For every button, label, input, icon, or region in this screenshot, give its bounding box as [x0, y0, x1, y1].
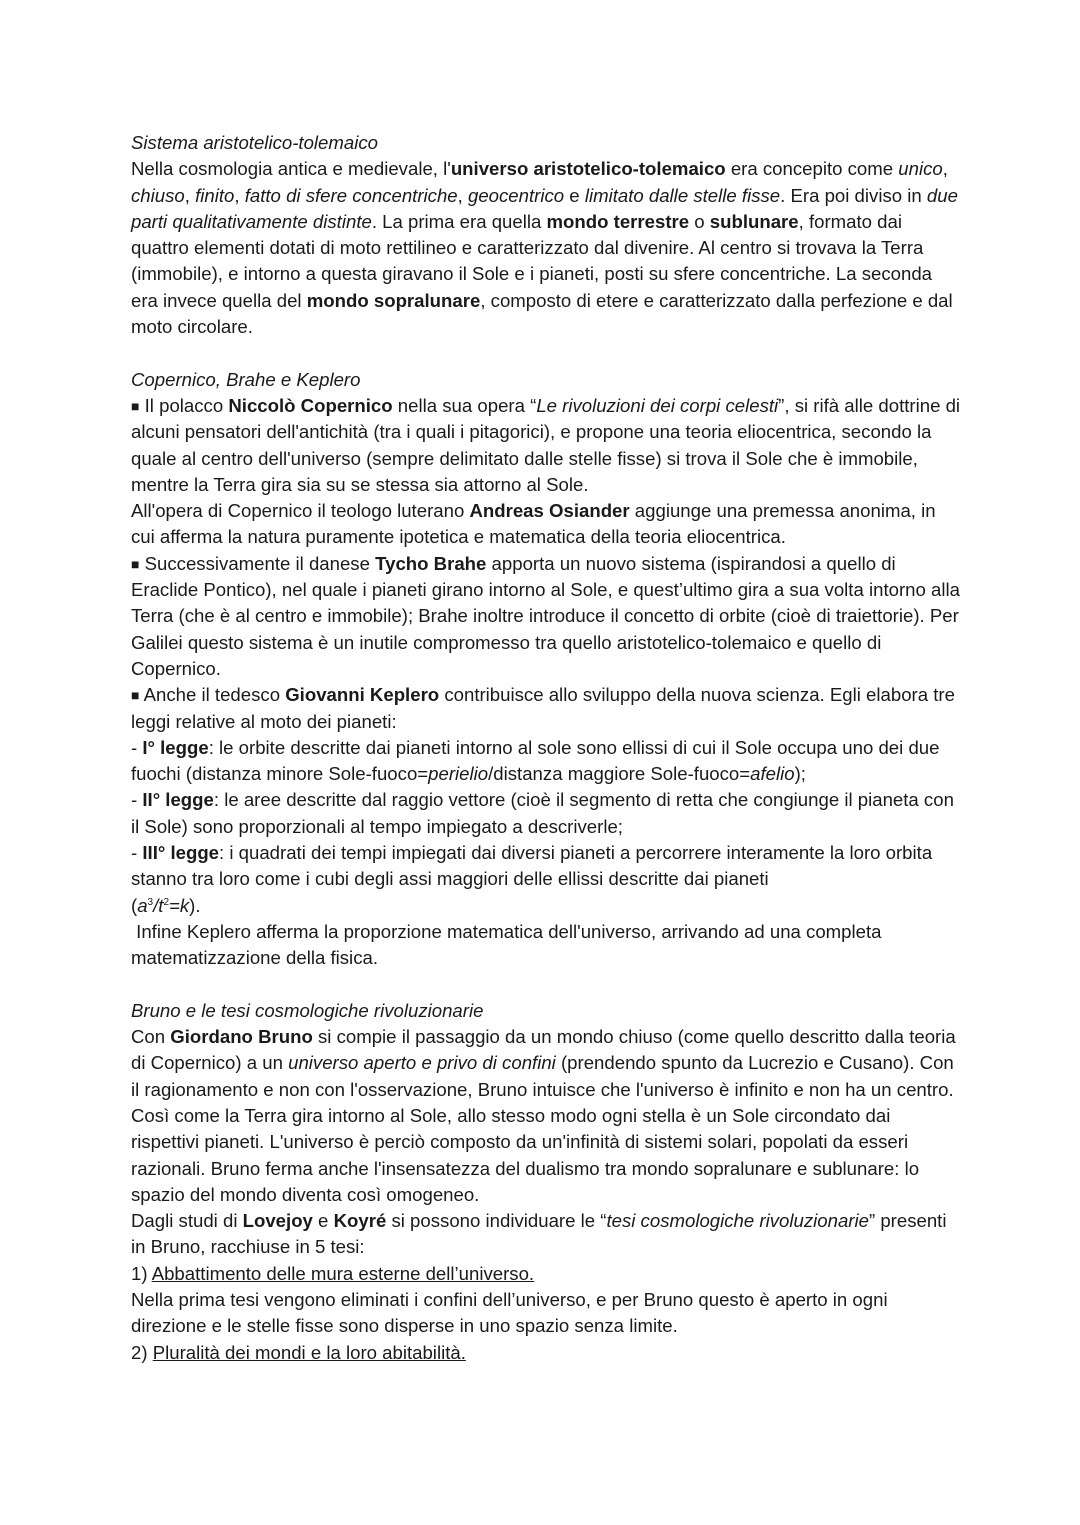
- bold-term: Tycho Brahe: [375, 552, 487, 574]
- paragraph-brahe: [131, 551, 961, 682]
- paragraph-aristotelian: [131, 156, 961, 340]
- square-bullet-icon: ■: [131, 687, 140, 704]
- kepler-law-3: [131, 840, 961, 893]
- text: . Era poi diviso in: [780, 184, 927, 206]
- section-copernico-brahe-keplero: [131, 367, 961, 972]
- text: Il polacco: [139, 394, 229, 416]
- thesis-1-title: [131, 1261, 961, 1287]
- text: e: [564, 184, 585, 206]
- text: , composto di etere e caratterizzato dalla perfezione e dal moto circolare.: [131, 289, 953, 338]
- text: si compie il passaggio da un mondo chiuso (come quello descritto dalla teoria di Copernico) a un: [131, 1026, 956, 1074]
- paragraph-keplero: [131, 682, 961, 735]
- square-bullet-icon: ■: [131, 555, 140, 572]
- text: Con: [131, 1026, 171, 1048]
- dash: -: [131, 736, 143, 758]
- kepler-law-1: [131, 735, 961, 788]
- text: (: [131, 894, 138, 916]
- text: Nella cosmologia antica e medievale, l': [131, 158, 451, 180]
- text: : le orbite descritte dai pianeti intorno al sole sono ellissi di cui il Sole occupa uno dei due fuochi (distanza minore Sole-fuoco=: [131, 736, 940, 785]
- italic-term: tesi cosmologiche rivoluzionarie: [606, 1210, 869, 1232]
- bold-term: Andreas Osiander: [469, 500, 630, 522]
- law-name: III° legge: [142, 842, 220, 864]
- text: e: [312, 1210, 334, 1232]
- paragraph-osiander: [131, 498, 961, 551]
- text: /distanza maggiore Sole-fuoco=: [488, 763, 751, 785]
- thesis-title: Abbattimento delle mura esterne dell’universo.: [151, 1262, 535, 1284]
- italic-term: geocentrico: [467, 184, 565, 206]
- text: si possono individuare le “: [386, 1210, 607, 1232]
- text: , formato dai quattro elementi dotati di moto rettilineo e caratterizzato dal divenire. Al centro si trovava la Terra (immobile), e intorno a questa giravano il Sole e i pianeti, posti su sfere concentriche. La seconda era invece quella del: [131, 210, 933, 311]
- bold-term: mondo sopralunare: [306, 289, 481, 311]
- text: Dagli studi di: [131, 1210, 243, 1232]
- bold-term: Giordano Bruno: [170, 1026, 313, 1048]
- formula-op: /: [153, 894, 159, 916]
- italic-term: limitato dalle stelle fisse: [584, 184, 781, 206]
- paragraph-bruno: [131, 1024, 961, 1208]
- section-bruno: [131, 998, 961, 1366]
- section-aristotelian-system: [131, 130, 961, 340]
- bold-term: Koyré: [333, 1210, 387, 1232]
- italic-term: chiuso: [131, 184, 185, 206]
- paragraph-keplero-conclusion: Infine Keplero afferma la proporzione matematica dell'universo, arrivando ad una completa matematizzazione della fisica.: [131, 920, 887, 969]
- thesis-title: Pluralità dei mondi e la loro abitabilità.: [152, 1341, 466, 1363]
- text: ).: [189, 894, 201, 916]
- text: nella sua opera “: [392, 394, 537, 416]
- paragraph-copernico: [131, 393, 961, 498]
- text: );: [794, 763, 806, 785]
- formula-var: t: [158, 894, 164, 916]
- italic-term: afelio: [750, 763, 795, 785]
- bold-term: mondo terrestre: [546, 210, 690, 232]
- text: ,: [942, 158, 948, 180]
- bold-term: universo aristotelico-tolemaico: [450, 158, 726, 180]
- italic-term: perielio: [428, 763, 489, 785]
- italic-term: finito: [195, 184, 235, 206]
- italic-term: unico: [898, 158, 943, 180]
- text: All'opera di Copernico il teologo luterano: [131, 500, 470, 522]
- text: ,: [457, 184, 468, 206]
- formula-op: =k: [169, 894, 190, 916]
- section-heading: Sistema aristotelico-tolemaico: [131, 132, 378, 153]
- bold-term: Giovanni Keplero: [285, 684, 440, 706]
- bold-term: sublunare: [709, 210, 799, 232]
- italic-term: fatto di sfere concentriche: [244, 184, 458, 206]
- text: apporta un nuovo sistema (ispirandosi a quello di Eraclide Pontico), nel quale i pianeti girano intorno al Sole, e quest’ultimo gira a sua volta intorno alla Terra (che è al centro e immobile); Brahe inoltre introduce il concetto di orbite (cioè di traiettorie). Per Galilei questo sistema è un inutile compromesso tra quello aristotelico-tolemaico e quello di Copernico.: [131, 552, 960, 679]
- bold-term: Lovejoy: [242, 1210, 313, 1232]
- text: ” presenti in Bruno, racchiuse in 5 tesi:: [131, 1210, 947, 1258]
- kepler-law-2: [131, 787, 961, 840]
- text: contribuisce allo sviluppo della nuova scienza. Egli elabora tre leggi relative al moto dei pianeti:: [131, 684, 955, 732]
- paragraph-studies: [131, 1208, 961, 1261]
- thesis-number: 1): [131, 1262, 152, 1284]
- thesis-2-title: [131, 1340, 961, 1366]
- text: Anche il tedesco: [139, 684, 286, 706]
- text: : i quadrati dei tempi impiegati dai diversi pianeti a percorrere interamente la loro orbita stanno tra loro come i cubi degli assi maggiori delle ellissi descritte dai pianeti: [131, 842, 933, 890]
- kepler-formula: [131, 893, 961, 919]
- text: . La prima era quella: [371, 210, 547, 232]
- bold-term: Niccolò Copernico: [228, 394, 393, 416]
- text: (prendendo spunto da Lucrezio e Cusano). Con il ragionamento e non con l'osservazione, Bruno intuisce che l'universo è infinito e non ha un centro. Così come la Terra gira intorno al Sole, allo stesso modo ogni stella è un Sole circondato dai rispettivi pianeti. L'universo è perciò composto da un'infinità di sistemi solari, popolati da esseri razionali. Bruno ferma anche l'insensatezza del dualismo tra mondo sopralunare e sublunare: lo spazio del mondo diventa così omogeneo.: [131, 1052, 954, 1205]
- text: era concepito come: [725, 158, 899, 180]
- dash: -: [131, 842, 143, 864]
- text: ,: [234, 184, 245, 206]
- square-bullet-icon: ■: [131, 397, 140, 414]
- thesis-number: 2): [131, 1341, 153, 1363]
- text: Successivamente il danese: [139, 552, 376, 574]
- law-name: I° legge: [142, 736, 209, 758]
- formula-exponent: 2: [163, 896, 170, 908]
- section-heading: Copernico, Brahe e Keplero: [131, 368, 361, 390]
- formula-var: a: [137, 894, 148, 916]
- thesis-1-description: Nella prima tesi vengono eliminati i confini dell’universo, e per Bruno questo è aperto in ogni direzione e le stelle fisse sono disperse in uno spazio senza limite.: [131, 1289, 888, 1337]
- italic-term: Le rivoluzioni dei corpi celesti: [536, 394, 779, 416]
- section-heading: Bruno e le tesi cosmologiche rivoluzionarie: [131, 999, 484, 1021]
- document-page: [131, 130, 961, 1366]
- dash: -: [131, 789, 143, 811]
- law-name: II° legge: [142, 789, 214, 811]
- text: aggiunge una premessa anonima, in cui afferma la natura puramente ipotetica e matematica della teoria eliocentrica.: [131, 500, 936, 548]
- formula-exponent: 3: [147, 896, 154, 908]
- text: : le aree descritte dal raggio vettore (cioè il segmento di retta che congiunge il pianeta con il Sole) sono proporzionali al tempo impiegato a descriverle;: [131, 789, 954, 837]
- italic-term: universo aperto e privo di confini: [288, 1052, 556, 1074]
- text: ,: [184, 184, 196, 206]
- text: o: [689, 210, 710, 232]
- italic-term: due parti qualitativamente distinte: [131, 184, 958, 232]
- text: ”, si rifà alle dottrine di alcuni pensatori dell'antichità (tra i quali i pitagorici), e propone una teoria eliocentrica, secondo la quale al centro dell'universo (sempre delimitato dalle stelle fisse) si trova il Sole che è immobile, mentre la Terra gira sia su se stessa sia attorno al Sole.: [131, 394, 961, 495]
